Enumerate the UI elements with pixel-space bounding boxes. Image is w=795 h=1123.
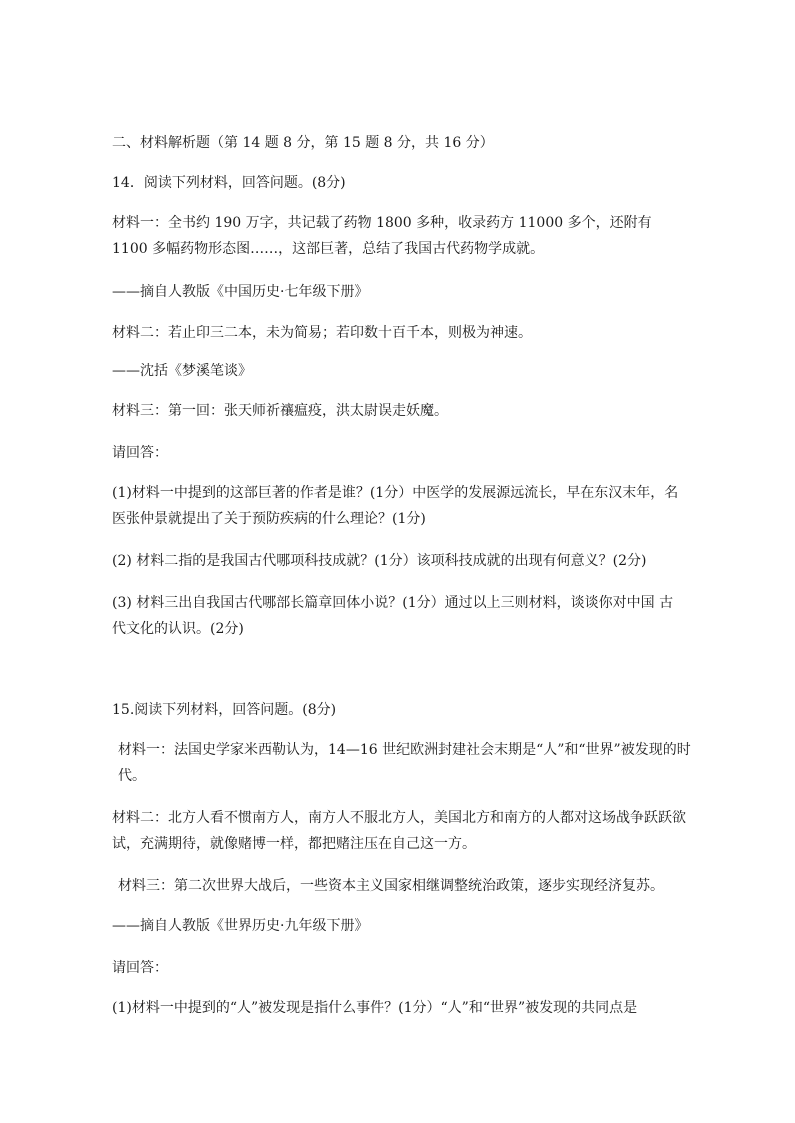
q14-material-1: 材料一：全书约 190 万字，共记载了药物 1800 多种，收录药方 11000 多个，还附有 1100 多幅药物形态图……，这部巨著，总结了我国古代药物学成就。 <box>112 215 652 257</box>
q14-material-2: 材料二：若止印三二本，未为简易；若印数十百千本，则极为神速。 <box>112 325 532 341</box>
question-15-title: 15.阅读下列材料，回答问题。(8分) <box>112 702 337 718</box>
q14-material-3: 材料三：第一回：张天师祈禳瘟疫，洪太尉误走妖魔。 <box>112 403 448 419</box>
q14-source-1: ——摘自人教版《中国历史·七年级下册》 <box>112 284 369 300</box>
q15-source: ——摘自人教版《世界历史·九年级下册》 <box>112 918 369 934</box>
q14-source-2: ——沈括《梦溪笔谈》 <box>112 363 252 379</box>
q14-subquestion-3: (3) 材料三出自我国古代哪部长篇章回体小说？(1分）通过以上三则材料，谈谈你对中国 古代文化的认识。(2分) <box>112 595 674 637</box>
q15-subquestion-1: (1)材料一中提到的“人”被发现是指什么事件？(1分）“人”和“世界”被发现的共同点是 <box>112 1000 638 1016</box>
q14-prompt: 请回答： <box>112 445 168 461</box>
question-14-title: 14．阅读下列材料，回答问题。(8分) <box>112 175 346 191</box>
q15-prompt: 请回答： <box>112 960 168 976</box>
q14-subquestion-2: (2) 材料二指的是我国古代哪项科技成就？(1分）该项科技成就的出现有何意义？(2分) <box>112 553 647 569</box>
q15-material-2: 材料二：北方人看不惯南方人，南方人不服北方人，美国北方和南方的人都对这场战争跃跃欲试，充满期待，就像赌博一样，都把赌注压在自己这一方。 <box>112 810 686 852</box>
q15-material-1: 材料一：法国史学家米西勒认为，14—16 世纪欧洲封建社会末期是“人”和“世界”被发现的时代。 <box>118 742 691 784</box>
section-heading: 二、材料解析题（第 14 题 8 分，第 15 题 8 分，共 16 分） <box>112 135 494 151</box>
q14-subquestion-1: (1)材料一中提到的这部巨著的作者是谁？(1分）中医学的发展源远流长，早在东汉末年，名医张仲景就提出了关于预防疾病的什么理论？(1分) <box>112 485 679 527</box>
q15-material-3: 材料三：第二次世界大战后，一些资本主义国家相继调整统治政策，逐步实现经济复苏。 <box>118 878 664 894</box>
